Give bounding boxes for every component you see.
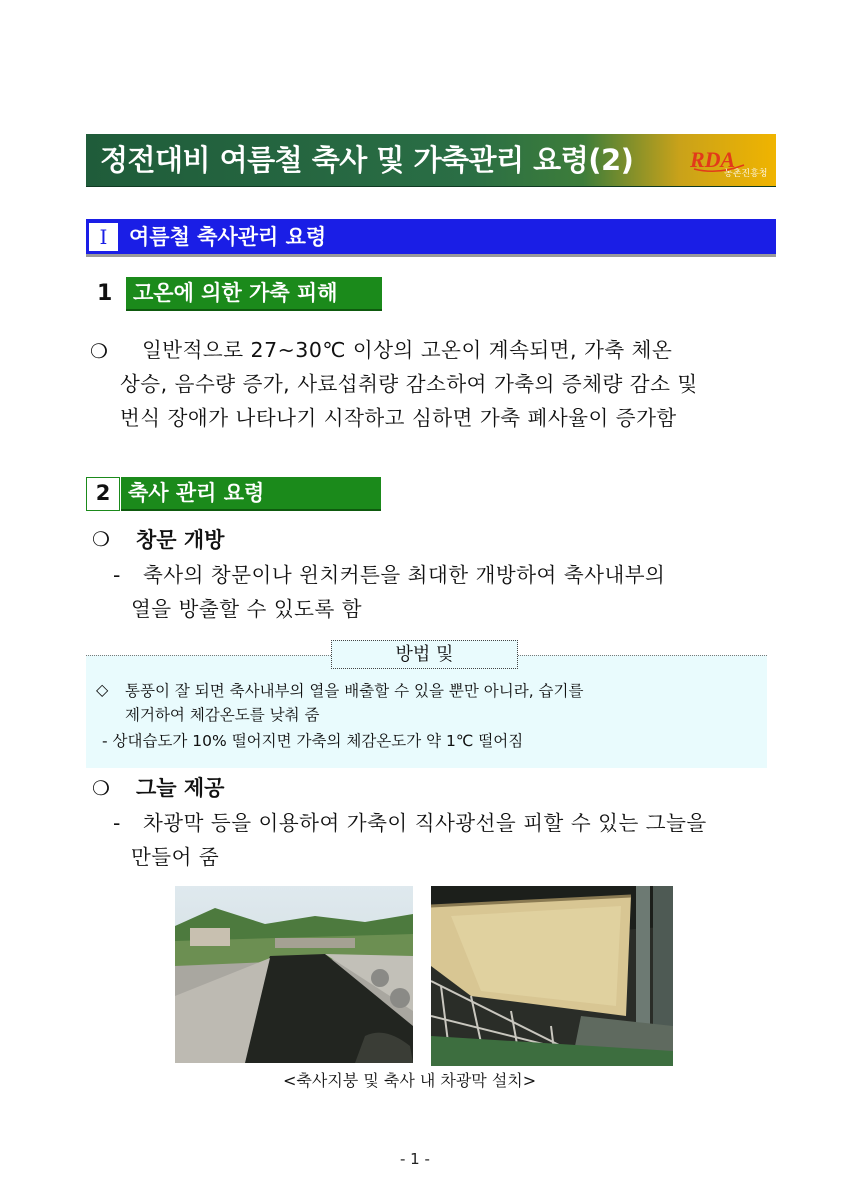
item-2-title: 축사 관리 요령 [121, 477, 381, 511]
item-1-title: 고온에 의한 가축 피해 [126, 277, 382, 311]
section-1-title: 여름철 축사관리 요령 [129, 225, 327, 249]
item-1-line-1: 일반적으로 27~30℃ 이상의 고온이 계속되면, 가축 체온 [142, 338, 673, 362]
logo-text: RDA [690, 147, 736, 172]
section-1-number: Ⅰ [88, 222, 119, 252]
window-dash: - [113, 563, 121, 587]
shade-bullet: ❍ [92, 776, 110, 800]
shade-line-1: 차광막 등을 이용하여 가축이 직사광선을 피할 수 있는 그늘을 [143, 811, 707, 835]
photo-caption: <축사지붕 및 축사 내 차광막 설치> [283, 1071, 537, 1090]
window-bullet: ❍ [92, 527, 110, 551]
roof-shade-photo [175, 886, 413, 1063]
item-1-bullet: ❍ [90, 339, 108, 363]
method-box-tab: 방법 및 [331, 640, 518, 669]
item-2-number: 2 [86, 477, 120, 511]
shade-heading: 그늘 제공 [136, 776, 225, 800]
item-1-line-3: 번식 장애가 나타나기 시작하고 심하면 가축 폐사율이 증가함 [120, 406, 677, 430]
method-note: - 상대습도가 10% 떨어지면 가축의 체감온도가 약 1℃ 떨어짐 [102, 732, 524, 750]
document-title: 정전대비 여름철 축사 및 가축관리 요령(2) [100, 143, 634, 177]
window-line-2: 열을 방출할 수 있도록 함 [131, 597, 363, 621]
page-number: - 1 - [400, 1150, 430, 1168]
rda-logo [688, 145, 774, 179]
window-heading: 창문 개방 [136, 528, 225, 552]
window-line-1: 축사의 창문이나 윈치커튼을 최대한 개방하여 축사내부의 [143, 563, 666, 587]
method-line-1: 통풍이 잘 되면 축사내부의 열을 배출할 수 있을 뿐만 아니라, 습기를 [125, 682, 584, 700]
shade-line-2: 만들어 줌 [131, 845, 220, 869]
item-1-number: 1 [97, 281, 113, 306]
item-1-line-2: 상승, 음수량 증가, 사료섭취량 감소하여 가축의 증체량 감소 및 [120, 372, 698, 396]
shade-dash: - [113, 811, 121, 835]
interior-shade-photo [431, 886, 673, 1066]
method-line-2: 제거하여 체감온도를 낮춰 줌 [125, 706, 320, 724]
diamond-bullet: ◇ [96, 680, 109, 699]
logo-subtext: 농촌진흥청 [724, 169, 768, 179]
